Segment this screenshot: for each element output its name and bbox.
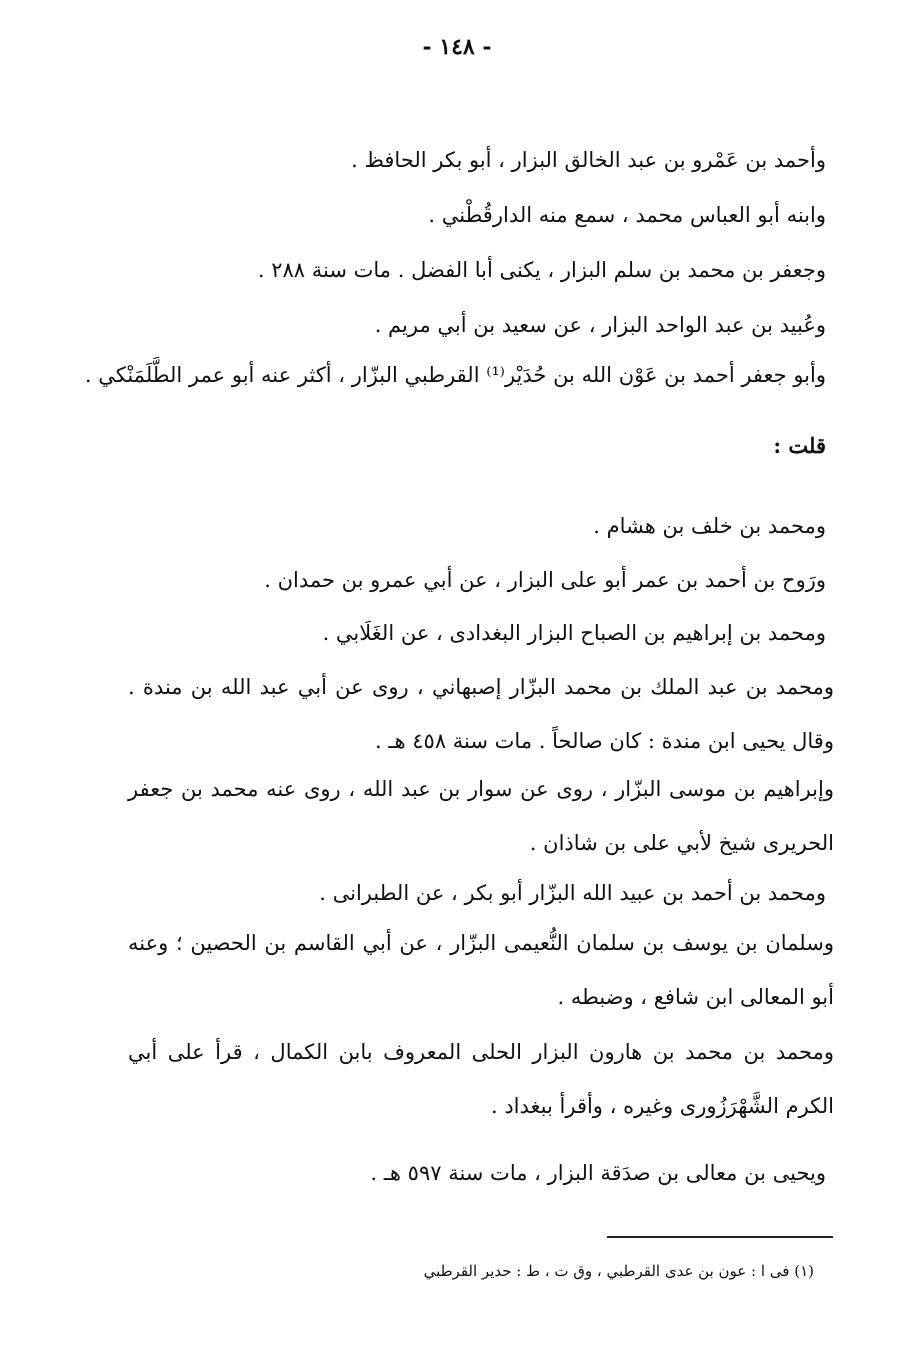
entry-abu-jafar-ahmad: وأبو جعفر أحمد بن عَوْن الله بن حُدَيْر⁽¹⁾ القرطبي البزّار ، أكثر عنه أبو عمر الطَّلَمَنْكي . <box>84 363 826 387</box>
entry-jafar-ibn-muhammad: وجعفر بن محمد بن سلم البزار ، يكنى أبا الفضل . مات سنة ٢٨٨ . <box>257 258 826 282</box>
entry-ubaid-ibn-abd-al-wahid: وعُبيد بن عبد الواحد البزار ، عن سعيد بن أبي مريم . <box>374 313 826 337</box>
entry-rawh-ibn-ahmad: ورَوح بن أحمد بن عمر أبو على البزار ، عن أبي عمرو بن حمدان . <box>264 568 826 592</box>
entry-muhammad-ibn-khalaf: ومحمد بن خلف بن هشام . <box>593 514 826 538</box>
entry-abu-al-abbas: وابنه أبو العباس محمد ، سمع منه الدارقُطْني . <box>428 203 826 227</box>
entry-ibrahim-ibn-musa: وإبراهيم بن موسى البزّار ، روى عن سوار بن عبد الله ، روى عنه محمد بن جعفر الحريرى شيخ لأبي على بن شاذان . <box>128 777 834 855</box>
entry-muhammad-ibn-ahmad-ibn-ubaidallah: ومحمد بن أحمد بن عبيد الله البزّار أبو بكر ، عن الطبرانى . <box>319 881 826 905</box>
entry-yahya-ibn-maali: ويحيى بن معالى بن صدَقة البزار ، مات سنة ٥٩٧ هـ . <box>370 1161 826 1185</box>
footnote: (١) فى ا : عون بن عدى القرطبي ، وق ت ، ط : حدير القرطبي <box>423 1262 814 1280</box>
section-heading-qultu: قلت : <box>773 433 826 458</box>
footnote-separator <box>607 1236 833 1238</box>
entry-salman-ibn-yusuf: وسلمان بن يوسف بن سلمان النُّعيمى البزّار ، عن أبي القاسم بن الحصين ؛ وعنه أبو المعالى ابن شافع ، وضبطه . <box>128 931 834 1009</box>
entry-muhammad-ibn-muhammad-ibn-harun: ومحمد بن محمد بن هارون البزار الحلى المعروف بابن الكمال ، قرأ على أبي الكرم الشَّهْرَزُورى وغيره ، وأقرأ ببغداد . <box>128 1040 834 1118</box>
entry-ahmad-ibn-amr: وأحمد بن عَمْرو بن عبد الخالق البزار ، أبو بكر الحافظ . <box>351 148 826 172</box>
page-number: - ١٤٨ - <box>422 34 492 60</box>
entry-muhammad-ibn-abd-al-malik: ومحمد بن عبد الملك بن محمد البزّار إصبهاني ، روى عن أبي عبد الله بن مندة . وقال يحيى ابن مندة : كان صالحاً . مات سنة ٤٥٨ هـ . <box>128 675 834 753</box>
entry-muhammad-ibn-ibrahim: ومحمد بن إبراهيم بن الصباح البزار البغدادى ، عن الغَلَابي . <box>322 621 826 645</box>
